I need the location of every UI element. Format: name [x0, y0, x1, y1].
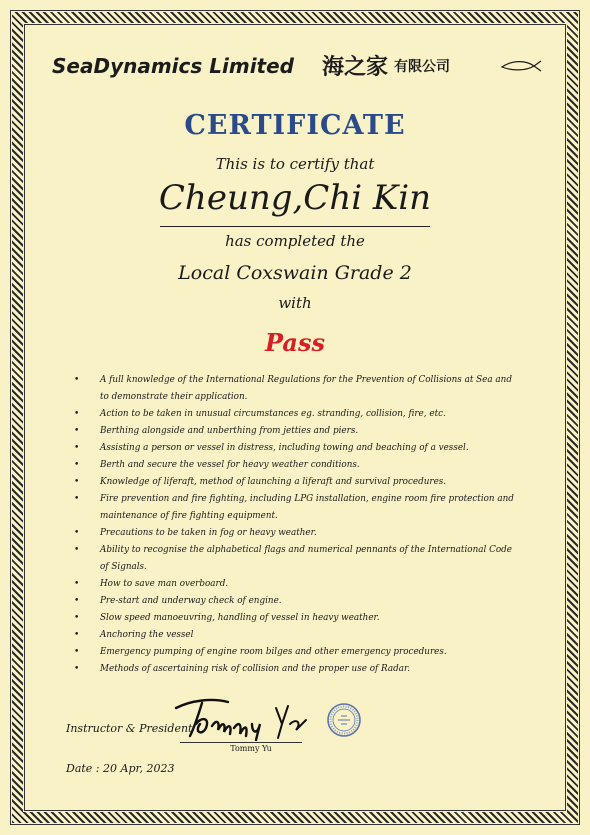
list-item: • Methods of ascertaining risk of collision and the proper use of Radar.	[72, 661, 522, 678]
list-item: • A full knowledge of the International Regulations for the Prevention of Collisions at Sea and to demonstrate their application.	[72, 372, 522, 406]
list-item: • Assisting a person or vessel in distress, including towing and beaching of a vessel.	[72, 440, 522, 457]
bullet-icon: •	[74, 545, 80, 555]
list-item: • How to save man overboard.	[72, 576, 522, 593]
list-item: • Berthing alongside and unberthing from jetties and piers.	[72, 423, 522, 440]
signer-name: Tommy Yu	[230, 744, 272, 753]
bullet-icon: •	[74, 494, 80, 504]
result-pass: Pass	[265, 328, 325, 357]
company-header	[52, 52, 542, 82]
bullet-icon: •	[74, 375, 80, 385]
list-item: • Ability to recognise the alphabetical flags and numerical pennants of the International Code of Signals.	[72, 542, 522, 576]
company-seal-icon	[326, 702, 362, 738]
list-item: • Action to be taken in unusual circumstances eg. stranding, collision, fire, etc.	[72, 406, 522, 423]
bullet-icon: •	[74, 528, 80, 538]
with-line: with	[278, 294, 312, 312]
recipient-name-underline	[160, 226, 430, 227]
list-item: • Anchoring the vessel	[72, 627, 522, 644]
bullet-icon: •	[74, 409, 80, 419]
signature-label: Instructor & President :	[66, 722, 200, 735]
list-item: • Berth and secure the vessel for heavy weather conditions.	[72, 457, 522, 474]
bullet-icon: •	[74, 630, 80, 640]
list-item: • Emergency pumping of engine room bilges and other emergency procedures.	[72, 644, 522, 661]
bullet-icon: •	[74, 579, 80, 589]
competency-list	[72, 372, 522, 678]
fish-logo-icon	[500, 58, 542, 74]
certify-line: This is to certify that	[215, 155, 375, 173]
bullet-icon: •	[74, 443, 80, 453]
list-item: • Precautions to be taken in fog or heavy weather.	[72, 525, 522, 542]
certificate-title: CERTIFICATE	[184, 110, 406, 141]
list-item: • Knowledge of liferaft, method of launching a liferaft and survival procedures.	[72, 474, 522, 491]
bullet-icon: •	[74, 477, 80, 487]
company-name-zh: 海之家	[322, 55, 389, 80]
recipient-name: Cheung,Chi Kin	[158, 178, 432, 218]
completed-line: has completed the	[225, 232, 365, 250]
company-name-en: SeaDynamics Limited	[52, 54, 294, 78]
bullet-icon: •	[74, 647, 80, 657]
course-name: Local Coxswain Grade 2	[178, 262, 412, 284]
bullet-icon: •	[74, 596, 80, 606]
bullet-icon: •	[74, 664, 80, 674]
bullet-icon: •	[74, 460, 80, 470]
handwritten-signature	[172, 694, 312, 742]
company-name-zh-suffix: 有限公司	[394, 59, 450, 75]
issue-date: Date : 20 Apr, 2023	[66, 762, 175, 775]
list-item: • Slow speed manoeuvring, handling of vessel in heavy weather.	[72, 610, 522, 627]
bullet-icon: •	[74, 426, 80, 436]
list-item: • Fire prevention and fire fighting, including LPG installation, engine room fire protection and maintenance of fire fighting equipment.	[72, 491, 522, 525]
list-item: • Pre-start and underway check of engine.	[72, 593, 522, 610]
bullet-icon: •	[74, 613, 80, 623]
signature-line	[180, 742, 302, 743]
